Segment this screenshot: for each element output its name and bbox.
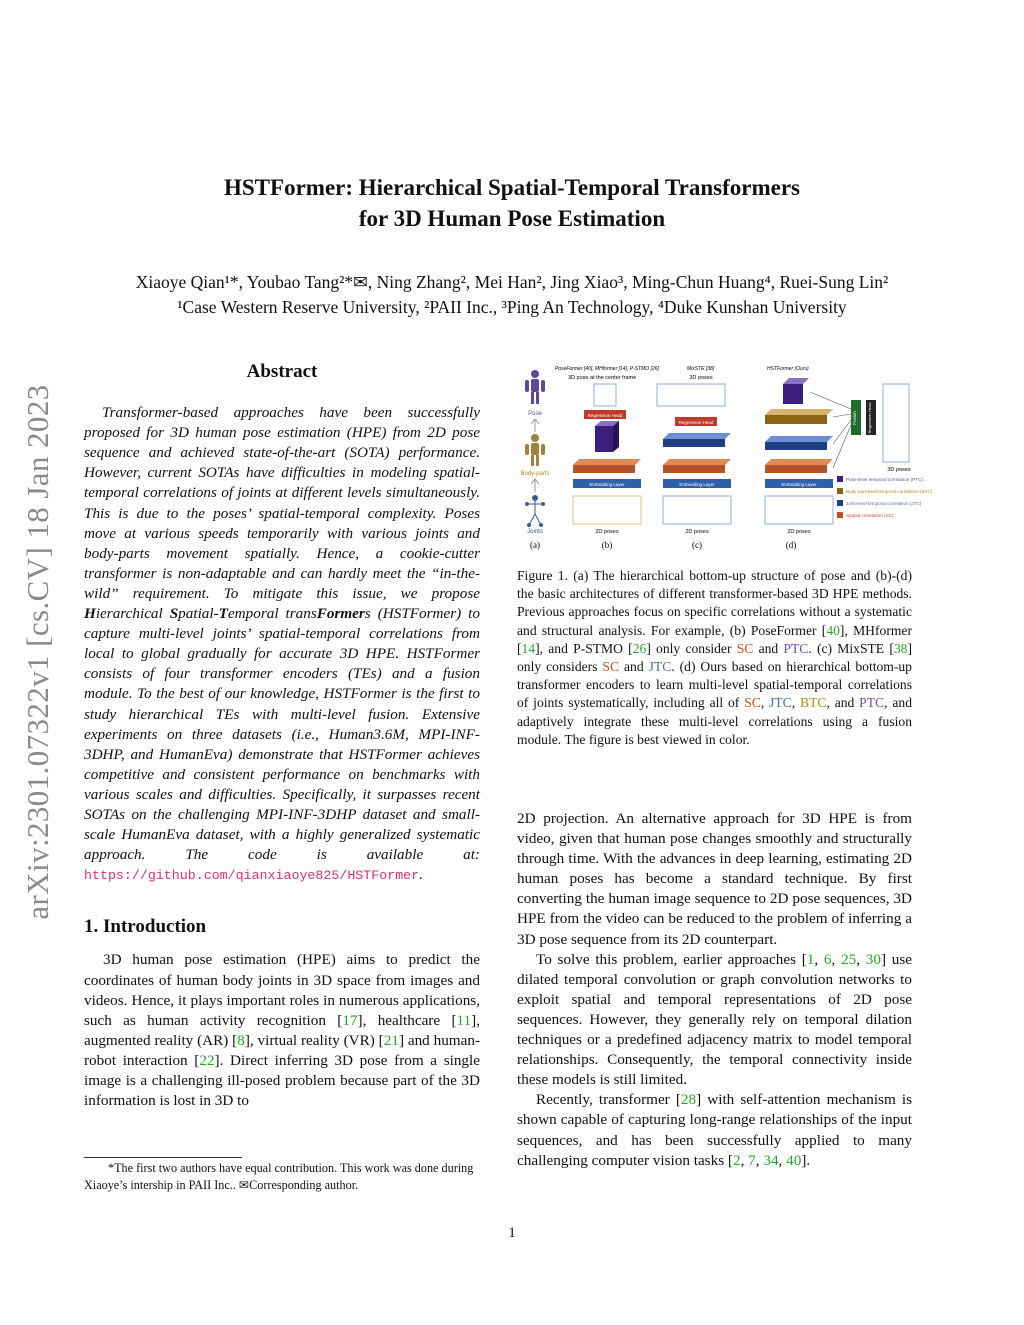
- reg-head-label-d: Regression Head: [867, 402, 872, 434]
- intro-heading: 1. Introduction: [84, 916, 207, 938]
- caption-text: ,: [760, 695, 770, 711]
- citation-link[interactable]: 6: [823, 950, 832, 968]
- intro-text-3: ], augmented reality (AR) [: [84, 1011, 480, 1049]
- abstract-body: [84, 403, 480, 886]
- para-text: ].: [801, 1151, 811, 1169]
- authors-line: Xiaoye Qian¹*, Youbao Tang²*✉, Ning Zhang², Mei Han², Jing Xiao³, Ming-Chun Huang⁴, Ruei-Sung Lin²: [135, 272, 889, 292]
- jtc-slab: [765, 442, 827, 450]
- term-jtc: JTC: [769, 695, 792, 711]
- arrow-icon: [531, 479, 539, 492]
- legend-swatch-jtc: [837, 500, 843, 506]
- legend-btc: Body-part-level temporal correlation (BTC): [846, 489, 933, 494]
- abstract-end: .: [419, 866, 423, 884]
- embed-label-b: Embedding Layer: [589, 482, 625, 487]
- slab-top: [663, 433, 731, 439]
- cube-side: [613, 421, 619, 452]
- reg-head-label: Regression Head: [587, 413, 623, 418]
- term-ptc: PTC: [783, 640, 809, 656]
- para-text: To solve this problem, earlier approaches [: [536, 950, 807, 968]
- reg-head-label-c: Regression Head: [678, 420, 714, 425]
- jtc-slab: [663, 439, 725, 447]
- slab-top: [765, 459, 833, 465]
- sub-b: (b): [601, 540, 613, 550]
- sep: ,: [755, 1151, 764, 1169]
- input-2d-poses: [663, 496, 731, 524]
- sub-a: (a): [530, 540, 540, 550]
- citation-link[interactable]: 30: [865, 950, 881, 968]
- abstract-paragraph: [84, 403, 480, 886]
- right-paragraph-2: [517, 950, 912, 1091]
- name-h: H: [84, 605, 96, 623]
- citation-link[interactable]: 11: [456, 1011, 472, 1029]
- citation-link[interactable]: 34: [763, 1151, 779, 1169]
- caption-text: ,: [791, 695, 800, 711]
- label-body-parts: Body-parts: [520, 471, 550, 477]
- legend-ptc: Pose-level temporal correlation (PTC): [846, 477, 923, 482]
- citation-link[interactable]: 14: [521, 640, 536, 656]
- name-part-4: s: [364, 605, 371, 623]
- left-column: [84, 362, 480, 1111]
- caption-text: . (d) Ours based on hierarchical bottom-up transformer encoders to learn multi-level spatial-temporal correlations of joints systematically, including all of: [517, 659, 912, 711]
- label-pose: Pose: [528, 411, 542, 417]
- para-text: ] use dilated temporal convolution or graph convolution networks to exploit spatial and temporal representations of 2D pose sequences. However, they generally rely on temporal dilation techniques or a predefined adjacency matrix to model temporal relationships. Consequently, the temporal connectivity inside these models is still limited.: [517, 950, 913, 1089]
- caption-text: ] only consider: [646, 640, 737, 656]
- right-column: [517, 809, 912, 1171]
- sep: ,: [740, 1151, 749, 1169]
- term-jtc: JTC: [648, 659, 672, 675]
- btc-slab: [765, 415, 827, 424]
- author-block: [80, 270, 944, 320]
- panel-d-header: HSTFormer (Ours): [767, 366, 809, 372]
- caption-text: ] only considers: [517, 640, 912, 675]
- right-paragraph-1: 2D projection. An alternative approach for 3D HPE is from video, given that human pose changes smoothly and structurally through time. With the advances in deep learning, estimating 2D human poses has become a standard technique. By first converting the human image sequence to 2D pose sequences, 3D HPE from the video can be reduced to the problem of inferring a 3D pose sequence from its 2D counterpart.: [517, 810, 912, 948]
- citation-link[interactable]: 28: [680, 1091, 697, 1109]
- citation-link[interactable]: 25: [841, 950, 857, 968]
- name-former: Former: [316, 605, 365, 623]
- arrow-icon: [531, 419, 539, 432]
- sep: ,: [814, 950, 824, 968]
- slab-top: [765, 409, 833, 415]
- slab-top: [765, 436, 833, 442]
- panel-b-top: 3D pose at the center frame: [568, 375, 637, 381]
- sub-d: (d): [785, 540, 797, 550]
- sc-slab: [663, 465, 725, 473]
- term-sc: SC: [602, 659, 620, 675]
- paper-title: [80, 172, 944, 234]
- arxiv-id: arXiv:2301.07322v1 [cs.CV] 18 Jan 2023: [20, 384, 55, 920]
- para-text: Recently, transformer [: [536, 1091, 681, 1109]
- title-line-1: HSTFormer: Hierarchical Spatial-Temporal Transformers: [224, 175, 800, 200]
- citation-link[interactable]: 38: [893, 640, 908, 656]
- citation-link[interactable]: 2: [732, 1151, 741, 1169]
- joints-figure-icon: [526, 496, 545, 527]
- output-3d-poses: [883, 384, 909, 462]
- name-s: S: [169, 605, 179, 623]
- ptc-cube: [595, 426, 613, 452]
- sep: ,: [856, 950, 866, 968]
- panel-d-right: 3D poses: [887, 467, 911, 473]
- intro-text-4: ], virtual reality (VR) [: [244, 1031, 384, 1049]
- intro-text-1: 3D human pose estimation (HPE) aims to predict the coordinates of human body joints in 3D space from images and videos. Hence, it plays important roles in numerous applications, such as human activity recognition [: [84, 951, 480, 1029]
- intro-text-6: ]. Direct inferring 3D pose from a single image is a challenging ill-posed problem because part of the 3D information is lost in 3D to: [84, 1051, 480, 1110]
- ptc-cube: [783, 384, 803, 404]
- citation-link[interactable]: 1: [806, 950, 815, 968]
- poses2d-label-b: 2D poses: [595, 529, 619, 535]
- figure-panel-a: [520, 370, 549, 550]
- name-part-2: patial-: [178, 605, 219, 623]
- citation-link[interactable]: 40: [786, 1151, 802, 1169]
- citation-link[interactable]: 22: [199, 1051, 215, 1069]
- legend-swatch-sc: [837, 512, 843, 518]
- figure-1: [515, 362, 933, 557]
- sep: ,: [831, 950, 842, 968]
- poses2d-label-c: 2D poses: [685, 529, 709, 535]
- sep: ,: [778, 1151, 787, 1169]
- panel-c-header: MixSTE [38]: [687, 366, 715, 372]
- legend-sc: Spatial correlation (SC): [846, 513, 894, 518]
- slab-top: [663, 459, 731, 465]
- caption-text: and: [619, 659, 649, 675]
- figure-caption: [517, 567, 912, 749]
- citation-link[interactable]: 40: [826, 622, 840, 638]
- caption-text: and: [753, 640, 784, 656]
- output-3d-poses: [657, 384, 725, 406]
- citation-link[interactable]: 21: [383, 1031, 399, 1049]
- sc-slab: [765, 465, 827, 473]
- arxiv-stamp: [16, 362, 60, 942]
- cube-top: [783, 378, 809, 384]
- caption-text: , and adaptively integrate these multi-level correlations using a fusion module. The figure is best viewed in color.: [517, 695, 912, 747]
- body-parts-figure-icon: [525, 434, 545, 466]
- legend-swatch-btc: [837, 488, 843, 494]
- figure-panel-c: [657, 366, 731, 550]
- panel-b-header: PoseFormer [40], MHformer [14], P-STMO [26]: [555, 366, 659, 372]
- input-2d-poses: [573, 496, 641, 524]
- intro-paragraph: [84, 950, 480, 1111]
- abstract-heading: Abstract: [246, 361, 318, 382]
- citation-link[interactable]: 7: [748, 1151, 756, 1169]
- embed-label-d: Embedding Layer: [781, 482, 817, 487]
- term-sc: SC: [744, 695, 761, 711]
- citation-link[interactable]: 26: [632, 640, 647, 656]
- legend-jtc: Joint-level temporal correlation (JTC): [846, 501, 922, 506]
- intro-text-5: ] and human-robot interaction [: [84, 1031, 480, 1069]
- slab-top: [573, 459, 641, 465]
- poses2d-label-d: 2D poses: [787, 529, 811, 535]
- sc-slab: [573, 465, 635, 473]
- caption-text: Figure 1. (a) The hierarchical bottom-up structure of pose and (b)-(d) the basic architectures of different transformer-based 3D HPE methods. Previous approaches focus on specific correlations without a systematic and structural analysis. For example, (b) PoseFormer [: [517, 568, 912, 638]
- citation-link[interactable]: 8: [237, 1031, 245, 1049]
- legend-swatch-ptc: [837, 476, 843, 482]
- embed-label-c: Embedding Layer: [679, 482, 715, 487]
- fusion-label: Fusion: [852, 411, 857, 425]
- pose-thumbnail: [594, 384, 616, 406]
- term-ptc: PTC: [859, 695, 885, 711]
- abstract-text-1: Transformer-based approaches have been successfully proposed for 3D human pose estimation (HPE) from 2D pose sequence and achieved state-of-the-art (SOTA) performance. However, current SOTAs have difficulties in modeling spatial-temporal correlations of joints at different levels simultaneously. This is due to the poses’ spatial-temporal complexity. Poses move at various speeds temporarily with various joints and body-parts movement spatially. Hence, a cookie-cutter transformer is non-adaptable and can hardly meet the “in-the-wild” requirement. To mitigate this issue, we propose: [84, 404, 480, 602]
- abstract-text-2: (HSTFormer) to capture multi-level joints’ spatial-temporal correlations from local to global gradually for accurate 3D HPE. HSTFormer consists of four transformer encoders (TEs) and a fusion module. To the best of our knowledge, HSTFormer is the first to study hierarchical TEs with multi-level fusion. Extensive experiments on three datasets (i.e., Human3.6M, MPI-INF-3DHP, and HumanEva) demonstrate that HSTFormer achieves competitive and consistent performance on benchmarks with various scales and difficulties. Specifically, it surpasses recent SOTAs on the challenging MPI-INF-3DHP dataset and small-scale HumanEva dataset, with a highly generalized systematic approach. The code is available at:: [84, 605, 480, 864]
- intro-text-2: ], healthcare [: [357, 1011, 457, 1029]
- name-t: T: [218, 605, 228, 623]
- fusion-arrows: [810, 392, 851, 468]
- figure-legend: [837, 476, 933, 518]
- caption-text: . (c) MixSTE [: [808, 640, 894, 656]
- name-part-1: ierarchical: [95, 605, 170, 623]
- code-url-link[interactable]: https://github.com/qianxiaoye825/HSTFormer: [84, 868, 420, 884]
- caption-text: ], and P-STMO [: [535, 640, 633, 656]
- para-text: ] with self-attention mechanism is shown capable of capturing long-range relationships of the input sequences, and has been successfully applied to many challenging computer vision tasks [: [517, 1091, 912, 1169]
- footnote: [84, 1160, 480, 1194]
- panel-c-top: 3D poses: [689, 375, 713, 381]
- citation-link[interactable]: 17: [342, 1011, 358, 1029]
- pose-figure-icon: [525, 370, 545, 404]
- affiliations-line: ¹Case Western Reserve University, ²PAII Inc., ³Ping An Technology, ⁴Duke Kunshan University: [177, 297, 847, 317]
- name-part-3: emporal trans: [227, 605, 317, 623]
- footnote-text: *The first two authors have equal contribution. This work was done during Xiaoye’s intership in PAII Inc.. ✉Corresponding author.: [84, 1161, 474, 1192]
- footnote-rule: [84, 1157, 242, 1158]
- figure-panel-b: [555, 366, 660, 550]
- caption-text: , and: [826, 695, 860, 711]
- caption-text: ], MHformer [: [517, 622, 912, 656]
- term-btc: BTC: [800, 695, 827, 711]
- right-paragraph-3: [517, 1090, 912, 1170]
- term-sc: SC: [736, 640, 754, 656]
- input-2d-poses: [765, 496, 833, 524]
- label-joints: Joints: [527, 529, 543, 535]
- page-number: 1: [508, 1225, 516, 1241]
- title-line-2: for 3D Human Pose Estimation: [358, 206, 666, 231]
- sub-c: (c): [692, 540, 702, 550]
- figure-panel-d: [765, 366, 933, 550]
